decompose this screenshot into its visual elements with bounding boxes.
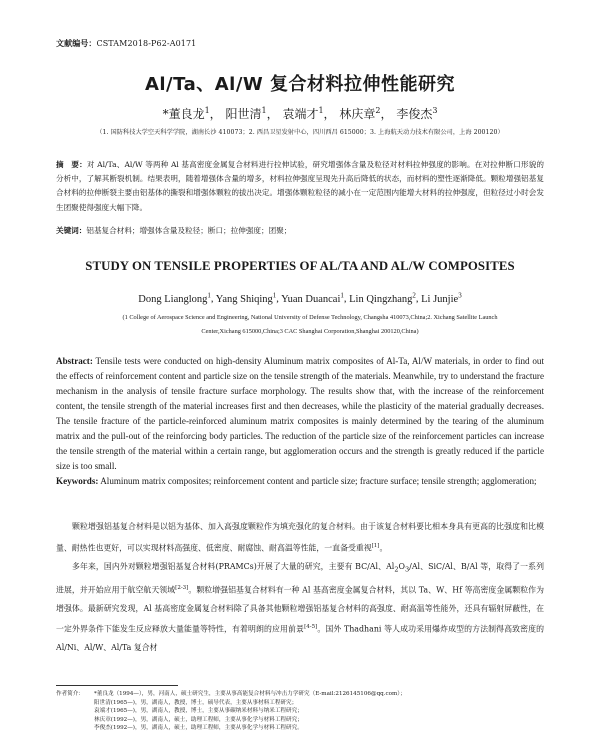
- abstract-cn: [56, 158, 544, 215]
- body-paragraph: 多年来，国内外对颗粒增强铝基复合材料(PRAMCs)开展了大量的研究，主要有 BC/Al、$Al_2O_3/Al$、SiC/Al、B/Al 等，取得了一系列进展，并开始应用于航空航天领域[2-3]。颗粒增强铝基复合材料有一种 Al 基高密度金属复合材料，其以 Ta、W、Hf 等高密度金属颗粒作为增强体。最新研究发现，Al 基高密度金属复合材料除了具备其他颗粒增强铝基复合材料的高强度、耐高温等性能外，还具有辐射屏蔽性，在一定外界条件下能发生反应释放大量能量等特性，有着明朗的应用前景[4-5]。国外 Thadhani 等人成功采用爆炸成型的方法制得高致密度的 Al/Ni、Al/W、Al/Ta 复合材: [56, 561, 544, 653]
- author-cn: 林庆章$^2$: [339, 106, 381, 121]
- abstract-en: [56, 354, 544, 474]
- abstract-cn-text: 对 Al/Ta、Al/W 等两种 Al 基高密度金属复合材料进行拉伸试验，研究增强体含量及粒径对材料拉伸强度的影响。在对拉伸断口形貌的分析中，了解其断裂机制。结果表明，随着增强体含量的增多，材料拉伸强度呈现先升高后降低的状态，而材料的塑性逐渐降低。颗粒增强铝基复合材料的拉伸断裂主要由铝基体的撕裂和增强体颗粒的拔出决定。增强体颗粒粒径的减小在一定范围内能增大材料的拉伸强度，但粒径过小时会发生团聚使得强度大幅下降。: [56, 160, 545, 212]
- keywords-cn-label: 关键词：: [56, 226, 87, 235]
- footnote-divider: [56, 685, 178, 686]
- footnote-line: 李俊杰(1992—)，男，湖南人，硕士，助理工程师，主要从事化学与材料工程研究。: [94, 725, 303, 732]
- paper-title-cn: Al/Ta、Al/W 复合材料拉伸性能研究: [144, 74, 456, 95]
- footnote-line: 袁端才(1965—)，男，湖南人，教授，博士，主要从事碳纳米材料与纳米工程研究；: [94, 708, 303, 715]
- body-text: [56, 518, 544, 658]
- author-cn: *董良龙$^1$: [162, 106, 210, 121]
- citation[interactable]: [1]: [371, 542, 380, 549]
- paper-title-en: STUDY ON TENSILE PROPERTIES OF AL/TA AND AL/W COMPOSITES: [85, 259, 515, 273]
- citation[interactable]: [4-5]: [304, 624, 318, 631]
- author-footnotes: [56, 690, 544, 733]
- author-en: Lin Qingzhang$^2$: [349, 291, 416, 305]
- body-paragraph: 颗粒增强铝基复合材料是以铝为基体、加入高强度颗粒作为填充强化的复合材料。由于该复合材料要比相本身具有更高的比强度和比模量、耐热性也更好，可以实现材料高强度、低密度、耐腐蚀、耐高温等性能，一直备受重视[1]。: [56, 522, 544, 553]
- author-en: Dong Lianglong$^1$: [138, 291, 211, 305]
- abstract-cn-label: 摘 要：: [56, 160, 87, 169]
- document-number-label: 文献编号：: [56, 38, 97, 48]
- keywords-en: [56, 474, 544, 489]
- author-cn: 阳世清$^1$: [225, 106, 267, 121]
- keywords-cn: [56, 225, 544, 236]
- author-list-en: Dong Lianglong$^1$, Yang Shiqing$^1$, Yuan Duancai$^1$, Lin Qingzhang$^2$, Li Junjie$^3$: [138, 291, 462, 305]
- abstract-en-text: Tensile tests were conducted on high-density Aluminum matrix composites of Al-Ta, Al/W materials, in order to find out the effects of reinforcement content and particle size on the tensile strength of the materials. Meanwhile, try to understand the fracture mechanism in the analysis of tensile fracture surface morphology. The results show that, with the increase of the reinforcement content, the tensile strength of the material increases first and then decreases, while the plasticity of the material gradually decreases. The tensile fracture of the particle-reinforced aluminum matrix composites is mainly determined by the tearing of the aluminum matrix and the pull-out of the reinforcing body particles. The reduction of the particle size of the reinforcement particles can increase the tensile strength of the material within a certain range, but agglomeration occurs and the strength is greatly reduced if the particle size is too small.: [56, 356, 544, 471]
- author-list-cn: *董良龙$^1$， 阳世清$^1$， 袁端才$^1$， 林庆章$^2$， 李俊杰$^3$: [162, 106, 438, 121]
- footnote-line: 作者简介： *董良龙（1994—），男，河南人，硕士研究生，主要从事高能复合材料与冲击力学研究（E-mail:2126145106@qq.com）；: [56, 691, 406, 697]
- document-number-value: CSTAM2018-P62-A0171: [96, 39, 197, 48]
- keywords-en-label: Keywords:: [56, 476, 99, 486]
- author-en: Yang Shiqing$^1$: [215, 291, 277, 305]
- footnote-label: 作者简介：: [56, 691, 84, 697]
- author-cn: 袁端才$^1$: [282, 106, 324, 121]
- affiliation-en: (1 College of Aerospace Science and Engineering, National University of Defense Technology, Changsha 410073,China;2. Xichang Satellite Launch Center,Xichang 615000,China;3 CAC Shanghai Corporation,Shanghai 200120,China): [122, 314, 498, 335]
- author-en: Yuan Duancai$^1$: [281, 291, 344, 305]
- citation[interactable]: [2-3]: [175, 584, 189, 591]
- keywords-en-text: Aluminum matrix composites; reinforcement content and particle size; fracture surface; tensile strength; agglomeration;: [100, 476, 537, 486]
- abstract-en-label: Abstract:: [56, 356, 93, 366]
- footnote-line: 林庆章(1992—)，男，湖南人，硕士，助理工程师，主要从事化学与材料工程研究；: [94, 716, 303, 723]
- author-en: Li Junjie$^3$: [421, 291, 462, 305]
- author-cn: 李俊杰$^3$: [396, 106, 438, 121]
- document-number: [56, 38, 196, 49]
- footnote-line: 阳世清(1965—)，男，湖南人，教授，博士，硕导代表，主要从事材料工程研究；: [94, 699, 298, 706]
- keywords-cn-text: 铝基复合材料；增强体含量及粒径；断口；拉伸强度；团聚；: [86, 226, 292, 235]
- affiliation-cn: （1. 国防科技大学空天科学学院，湖南长沙 410073；2. 西昌卫星发射中心，四川西昌 615000；3. 上海航天动力技术有限公司，上海 200120）: [96, 129, 504, 136]
